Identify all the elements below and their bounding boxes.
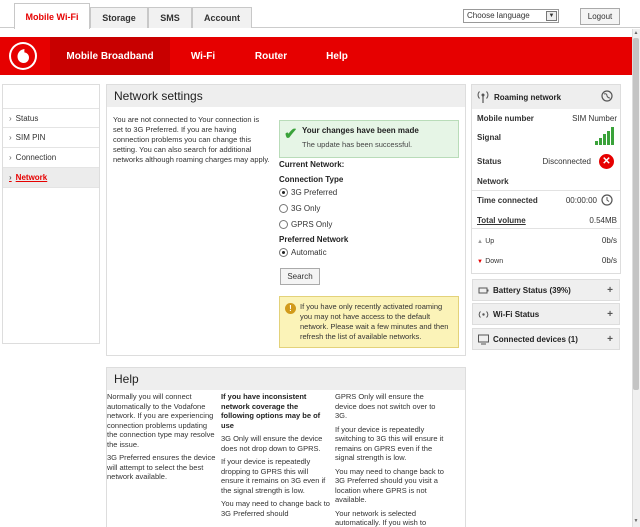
top-tab-bar (0, 0, 640, 28)
warning-text: If you have only recently activated roaming you may not have access to the default network. Please wait a few minutes and then refresh the list of available networks. (300, 302, 449, 341)
signal-bar (603, 134, 606, 145)
intro-text: You are not connected to Your connection is set to 3G Preferred. If you are having connection problems you can change this setting. You can also search for additional networks although roaming charges may apply. (113, 115, 270, 164)
roaming-warning (279, 296, 459, 348)
total-volume-link[interactable]: Total volume (477, 216, 526, 225)
download-row: ▼ Down 0b/s (477, 256, 617, 265)
current-network-label: Current Network: (279, 160, 345, 169)
nav-help[interactable]: Help (326, 50, 348, 62)
main-nav (0, 37, 632, 75)
battery-icon (478, 285, 489, 296)
radio-button[interactable] (279, 188, 288, 197)
tab-account[interactable]: Account (192, 7, 252, 28)
info-icon: ! (285, 303, 296, 314)
checkmark-icon: ✔ (284, 126, 298, 143)
tab-sms[interactable]: SMS (148, 7, 192, 28)
battery-status-section[interactable]: Battery Status (39%) + (472, 279, 620, 301)
expand-icon[interactable]: + (607, 285, 613, 296)
sidebar-item-sim-pin[interactable]: › SIM PIN (3, 128, 99, 148)
signal-bar (607, 131, 610, 146)
antenna-icon (477, 90, 489, 103)
tab-mobile-wifi[interactable]: Mobile Wi-Fi (14, 3, 90, 29)
status-row: Status Disconnected (477, 157, 591, 166)
mobile-number-row: Mobile number SIM Number (477, 114, 617, 123)
success-message (279, 120, 459, 158)
help-column-2: If you have inconsistent network coverage the following options may be of use 3G Only will ensure the device does not drop down to GPRS. If your device is repeatedly dropping to GPRS this will ensure it remains on 3G even if the signal strength is low. You may need to change back to 3G Preferred should (221, 392, 330, 518)
language-select-value: Choose language (467, 11, 530, 20)
globe-icon[interactable] (601, 90, 613, 102)
radio-button[interactable] (279, 248, 288, 257)
search-button[interactable]: Search (280, 268, 320, 285)
signal-bar (599, 138, 602, 146)
language-select[interactable] (463, 9, 559, 23)
help-column-1: Normally you will connect automatically to the Vodafone network. If you are experiencing connection problems updating the connection type may resolve the issue. 3G Preferred ensures the device will attempt to select the best network available. (107, 392, 216, 481)
signal-bar (595, 141, 598, 145)
page-title: Network settings (107, 85, 465, 107)
success-title: Your changes have been made (302, 126, 419, 135)
nav-wifi[interactable]: Wi-Fi (190, 50, 216, 62)
disconnected-icon[interactable]: ✕ (599, 154, 614, 169)
chevron-right-icon: › (9, 133, 12, 142)
clock-icon (601, 194, 613, 206)
chevron-right-icon: › (9, 153, 12, 162)
signal-strength-icon (595, 127, 615, 145)
scrollbar-thumb[interactable] (633, 38, 639, 390)
radio-button[interactable] (279, 220, 288, 229)
divider (472, 228, 620, 229)
logout-button[interactable]: Logout (580, 8, 620, 25)
success-text: The update has been successful. (302, 140, 413, 149)
tab-storage[interactable]: Storage (90, 7, 148, 28)
connection-type-label: Connection Type (279, 175, 344, 184)
signal-bar (611, 127, 614, 145)
help-title: Help (107, 368, 465, 390)
radio-gprs-only[interactable]: GPRS Only (279, 218, 332, 230)
radio-automatic[interactable]: Automatic (279, 246, 327, 258)
network-row: Network (477, 177, 509, 186)
time-connected-row: Time connected 00:00:00 (477, 196, 597, 205)
chevron-down-icon: ▼ (546, 11, 557, 21)
signal-row: Signal (477, 133, 502, 142)
nav-mobile-broadband[interactable]: Mobile Broadband (50, 37, 170, 75)
preferred-network-label: Preferred Network (279, 235, 349, 244)
radio-button[interactable] (279, 204, 288, 213)
upload-row: ▲ Up 0b/s (477, 236, 617, 245)
scroll-up-icon[interactable]: ▲ (633, 30, 639, 36)
expand-icon[interactable]: + (607, 309, 613, 320)
chevron-right-icon: › (9, 113, 12, 123)
wifi-status-section[interactable]: Wi-Fi Status + (472, 303, 620, 325)
monitor-icon (478, 334, 489, 345)
sidebar-item-status[interactable]: › Status (3, 108, 99, 128)
scroll-down-icon[interactable]: ▼ (633, 518, 639, 524)
wifi-icon (478, 309, 489, 320)
status-panel-title: Roaming network (472, 85, 620, 109)
expand-icon[interactable]: + (607, 334, 613, 345)
chevron-right-icon: › (9, 173, 12, 182)
up-arrow-icon: ▲ (477, 239, 483, 245)
radio-3g-only[interactable]: 3G Only (279, 202, 320, 214)
sidebar-item-connection[interactable]: › Connection (3, 148, 99, 168)
connected-devices-section[interactable]: Connected devices (1) + (472, 328, 620, 350)
sidebar (2, 84, 100, 344)
help-column-3: GPRS Only will ensure the device does not switch over to 3G. If your device is repeatedly switching to 3G this will ensure it remains on GPRS even if the signal strength is low. You may need to change back to 3G Preferred should you visit a location where GPRS is not available. Your network is selected automatically. If you wish to (335, 392, 444, 527)
vodafone-logo (9, 42, 37, 70)
sidebar-item-network[interactable]: › Network (3, 168, 99, 188)
total-volume-row: Total volume 0.54MB (477, 216, 617, 225)
down-arrow-icon: ▼ (477, 259, 483, 265)
radio-3g-preferred[interactable]: 3G Preferred (279, 186, 337, 198)
nav-router[interactable]: Router (254, 50, 288, 62)
divider (472, 190, 620, 191)
